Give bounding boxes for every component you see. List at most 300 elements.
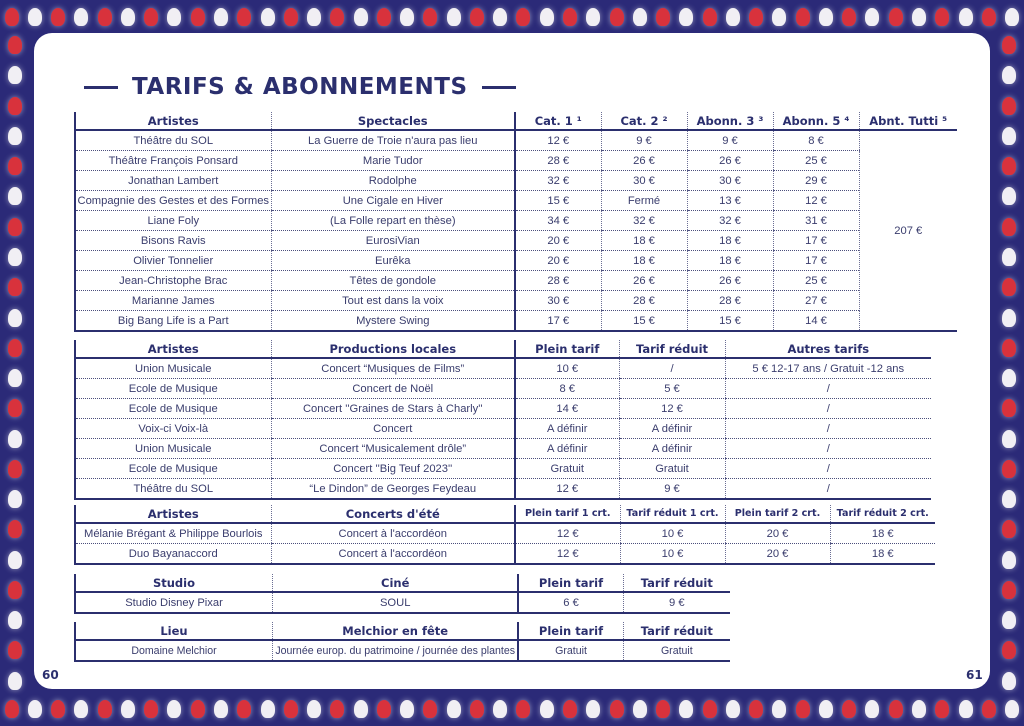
table-row (75, 379, 931, 399)
light-bulb-icon (214, 700, 228, 718)
top-light-garland (0, 2, 1024, 32)
col-header-tarif-reduit: Tarif réduit (619, 340, 725, 358)
table-cell: A définir (619, 439, 725, 459)
light-bulb-icon (540, 8, 554, 26)
light-bulb-icon (8, 248, 22, 266)
light-bulb-icon (1002, 157, 1016, 175)
col-header-reduit-2: Tarif réduit 2 crt. (830, 505, 935, 523)
main-pricing-table (74, 112, 957, 332)
table-cell: Tout est dans la voix (271, 291, 515, 311)
table-cell: A définir (515, 419, 619, 439)
light-bulb-icon (8, 490, 22, 508)
col-header-cat2: Cat. 2 ² (601, 112, 687, 130)
col-header-spectacles: Spectacles (271, 112, 515, 130)
table-cell: 26 € (687, 151, 773, 171)
col-header-artistes: Artistes (75, 340, 271, 358)
light-bulb-icon (8, 520, 22, 538)
table-cell: 5 € 12-17 ans / Gratuit -12 ans (725, 358, 931, 379)
table-cell: Olivier Tonnelier (75, 251, 271, 271)
light-bulb-icon (8, 97, 22, 115)
light-bulb-icon (842, 8, 856, 26)
light-bulb-icon (865, 8, 879, 26)
light-bulb-icon (1002, 460, 1016, 478)
light-bulb-icon (307, 8, 321, 26)
col-header-melchior: Melchior en fête (273, 622, 519, 640)
table-cell: Rodolphe (271, 171, 515, 191)
table-row (75, 479, 931, 500)
col-header-cine: Ciné (273, 574, 519, 592)
table-cell: 28 € (601, 291, 687, 311)
local-productions-table (74, 340, 931, 500)
table-cell: 25 € (773, 271, 859, 291)
light-bulb-icon (237, 700, 251, 718)
light-bulb-icon (982, 8, 996, 26)
table-cell: La Guerre de Troie n'aura pas lieu (271, 130, 515, 151)
table-cell: Théâtre du SOL (75, 479, 271, 500)
table-cell: 20 € (515, 251, 601, 271)
table-cell: 12 € (619, 399, 725, 419)
light-bulb-icon (1002, 36, 1016, 54)
light-bulb-icon (1002, 581, 1016, 599)
light-bulb-icon (1002, 430, 1016, 448)
light-bulb-icon (98, 8, 112, 26)
light-bulb-icon (423, 8, 437, 26)
light-bulb-icon (1002, 369, 1016, 387)
table-cell: Concert “Musicalement drôle” (271, 439, 515, 459)
light-bulb-icon (5, 700, 19, 718)
light-bulb-icon (610, 8, 624, 26)
col-header-reduit-1: Tarif réduit 1 crt. (620, 505, 725, 523)
table-cell: 20 € (725, 544, 830, 565)
light-bulb-icon (8, 36, 22, 54)
light-bulb-icon (1002, 641, 1016, 659)
light-bulb-icon (1002, 248, 1016, 266)
light-bulb-icon (214, 8, 228, 26)
light-bulb-icon (819, 8, 833, 26)
light-bulb-icon (679, 8, 693, 26)
col-header-plein-tarif: Plein tarif (515, 340, 619, 358)
lieu-table (74, 622, 730, 662)
light-bulb-icon (121, 8, 135, 26)
light-bulb-icon (1002, 611, 1016, 629)
light-bulb-icon (586, 700, 600, 718)
col-header-plein-tarif: Plein tarif (518, 622, 623, 640)
table-cell: 6 € (518, 592, 623, 613)
light-bulb-icon (8, 157, 22, 175)
light-bulb-icon (889, 8, 903, 26)
light-bulb-icon (470, 700, 484, 718)
light-bulb-icon (912, 700, 926, 718)
table-cell: Big Bang Life is a Part (75, 311, 271, 332)
table-cell: Têtes de gondole (271, 271, 515, 291)
light-bulb-icon (1002, 520, 1016, 538)
table-row (75, 640, 730, 661)
light-bulb-icon (516, 8, 530, 26)
light-bulb-icon (354, 8, 368, 26)
light-bulb-icon (749, 8, 763, 26)
light-bulb-icon (8, 187, 22, 205)
table-cell: Eurêka (271, 251, 515, 271)
light-bulb-icon (8, 369, 22, 387)
summer-header-row (75, 505, 935, 523)
table-cell: 5 € (619, 379, 725, 399)
light-bulb-icon (703, 700, 717, 718)
table-cell: Concert (271, 419, 515, 439)
studio-table (74, 574, 730, 614)
light-bulb-icon (51, 700, 65, 718)
col-header-cat1: Cat. 1 ¹ (515, 112, 601, 130)
summer-concerts-table (74, 505, 935, 565)
table-cell: 18 € (601, 231, 687, 251)
light-bulb-icon (1002, 278, 1016, 296)
light-bulb-icon (726, 700, 740, 718)
lieu-header-row (75, 622, 730, 640)
table-row (75, 271, 957, 291)
table-cell: 31 € (773, 211, 859, 231)
table-cell: Concert à l'accordéon (271, 544, 515, 565)
light-bulb-icon (307, 700, 321, 718)
light-bulb-icon (819, 700, 833, 718)
table-cell: Une Cigale en Hiver (271, 191, 515, 211)
table-cell: 9 € (623, 592, 730, 613)
table-row (75, 251, 957, 271)
light-bulb-icon (726, 8, 740, 26)
light-bulb-icon (540, 700, 554, 718)
light-bulb-icon (1002, 551, 1016, 569)
table-row (75, 130, 957, 151)
table-cell: 12 € (515, 523, 620, 544)
light-bulb-icon (377, 700, 391, 718)
table-cell: Théâtre du SOL (75, 130, 271, 151)
table-cell: 15 € (687, 311, 773, 332)
table-cell: 32 € (601, 211, 687, 231)
table-cell: Gratuit (518, 640, 623, 661)
light-bulb-icon (5, 8, 19, 26)
table-row (75, 459, 931, 479)
page-number-right: 61 (966, 668, 983, 682)
table-cell: Concert ''Big Teuf 2023'' (271, 459, 515, 479)
table-cell: 12 € (515, 479, 619, 500)
table-row (75, 191, 957, 211)
table-cell: / (725, 479, 931, 500)
light-bulb-icon (8, 581, 22, 599)
light-bulb-icon (423, 700, 437, 718)
table-row (75, 358, 931, 379)
light-bulb-icon (1002, 97, 1016, 115)
table-cell: Jean-Christophe Brac (75, 271, 271, 291)
table-cell: 18 € (830, 523, 935, 544)
tutti-price-cell: 207 € (859, 130, 957, 331)
table-cell: 13 € (687, 191, 773, 211)
light-bulb-icon (493, 700, 507, 718)
col-header-plein-tarif: Plein tarif (518, 574, 623, 592)
table-cell: Studio Disney Pixar (75, 592, 273, 613)
light-bulb-icon (8, 399, 22, 417)
light-bulb-icon (889, 700, 903, 718)
light-bulb-icon (447, 700, 461, 718)
light-bulb-icon (679, 700, 693, 718)
light-bulb-icon (284, 8, 298, 26)
light-bulb-icon (1002, 339, 1016, 357)
table-cell: / (725, 399, 931, 419)
table-cell: 17 € (515, 311, 601, 332)
table-cell: 17 € (773, 231, 859, 251)
table-cell: A définir (619, 419, 725, 439)
light-bulb-icon (167, 700, 181, 718)
table-cell: Concert de Noël (271, 379, 515, 399)
light-bulb-icon (656, 700, 670, 718)
light-bulb-icon (237, 8, 251, 26)
table-cell: Concert ''Graines de Stars à Charly'' (271, 399, 515, 419)
col-header-lieu: Lieu (75, 622, 273, 640)
table-cell: Mystere Swing (271, 311, 515, 332)
table-row (75, 544, 935, 565)
light-bulb-icon (51, 8, 65, 26)
table-cell: 9 € (601, 130, 687, 151)
light-bulb-icon (1005, 8, 1019, 26)
table-cell: 18 € (687, 251, 773, 271)
table-row (75, 151, 957, 171)
table-cell: 28 € (515, 151, 601, 171)
light-bulb-icon (912, 8, 926, 26)
table-cell: 34 € (515, 211, 601, 231)
light-bulb-icon (144, 8, 158, 26)
light-bulb-icon (284, 700, 298, 718)
table-row (75, 523, 935, 544)
table-cell: 26 € (601, 151, 687, 171)
light-bulb-icon (959, 700, 973, 718)
page-number-left: 60 (42, 668, 59, 682)
light-bulb-icon (261, 700, 275, 718)
light-bulb-icon (1002, 309, 1016, 327)
table-cell: 15 € (515, 191, 601, 211)
table-cell: 9 € (619, 479, 725, 500)
light-bulb-icon (74, 8, 88, 26)
bottom-light-garland (0, 694, 1024, 724)
light-bulb-icon (1005, 700, 1019, 718)
light-bulb-icon (8, 309, 22, 327)
light-bulb-icon (959, 8, 973, 26)
table-cell: Mélanie Brégant & Philippe Bourlois (75, 523, 271, 544)
light-bulb-icon (8, 430, 22, 448)
table-cell: Compagnie des Gestes et des Formes (75, 191, 271, 211)
table-cell: Bisons Ravis (75, 231, 271, 251)
table-cell: / (725, 379, 931, 399)
table-cell: 30 € (687, 171, 773, 191)
light-bulb-icon (842, 700, 856, 718)
col-header-abonn5: Abonn. 5 ⁴ (773, 112, 859, 130)
table-cell: 20 € (725, 523, 830, 544)
light-bulb-icon (8, 218, 22, 236)
light-bulb-icon (400, 700, 414, 718)
light-bulb-icon (400, 8, 414, 26)
table-cell: Union Musicale (75, 358, 271, 379)
light-bulb-icon (121, 700, 135, 718)
light-bulb-icon (703, 8, 717, 26)
light-bulb-icon (610, 700, 624, 718)
table-cell: “Le Dindon” de Georges Feydeau (271, 479, 515, 500)
col-header-plein-2: Plein tarif 2 crt. (725, 505, 830, 523)
light-bulb-icon (167, 8, 181, 26)
col-header-tutti: Abnt. Tutti ⁵ (859, 112, 957, 130)
table-row (75, 399, 931, 419)
table-cell: 8 € (515, 379, 619, 399)
light-bulb-icon (656, 8, 670, 26)
light-bulb-icon (633, 700, 647, 718)
table-cell: Ecole de Musique (75, 459, 271, 479)
table-row (75, 592, 730, 613)
table-cell: 27 € (773, 291, 859, 311)
table-cell: Duo Bayanaccord (75, 544, 271, 565)
table-cell: 14 € (515, 399, 619, 419)
light-bulb-icon (982, 700, 996, 718)
col-header-studio: Studio (75, 574, 273, 592)
table-cell: 10 € (620, 523, 725, 544)
table-cell: 18 € (830, 544, 935, 565)
table-row (75, 419, 931, 439)
table-row (75, 211, 957, 231)
table-cell: 18 € (601, 251, 687, 271)
table-cell: 10 € (620, 544, 725, 565)
table-cell: Ecole de Musique (75, 399, 271, 419)
col-header-autres-tarifs: Autres tarifs (725, 340, 931, 358)
light-bulb-icon (330, 700, 344, 718)
light-bulb-icon (493, 8, 507, 26)
table-cell: Union Musicale (75, 439, 271, 459)
table-cell: 26 € (687, 271, 773, 291)
table-cell: 15 € (601, 311, 687, 332)
table-row (75, 291, 957, 311)
col-header-concerts: Concerts d'été (271, 505, 515, 523)
light-bulb-icon (1002, 490, 1016, 508)
title-dash-right (482, 86, 516, 89)
table-cell: Concert “Musiques de Films” (271, 358, 515, 379)
table-cell: (La Folle repart en thèse) (271, 211, 515, 231)
table-cell: 29 € (773, 171, 859, 191)
light-bulb-icon (772, 700, 786, 718)
table-cell: Journée europ. du patrimoine / journée des plantes (273, 640, 519, 661)
light-bulb-icon (935, 8, 949, 26)
local-header-row (75, 340, 931, 358)
table-cell: Ecole de Musique (75, 379, 271, 399)
light-bulb-icon (865, 700, 879, 718)
light-bulb-icon (1002, 399, 1016, 417)
light-bulb-icon (563, 8, 577, 26)
title-dash-left (84, 86, 118, 89)
light-bulb-icon (470, 8, 484, 26)
table-cell: 10 € (515, 358, 619, 379)
light-bulb-icon (8, 278, 22, 296)
table-cell: 30 € (601, 171, 687, 191)
table-cell: 28 € (687, 291, 773, 311)
light-bulb-icon (191, 8, 205, 26)
light-bulb-icon (1002, 187, 1016, 205)
light-bulb-icon (74, 700, 88, 718)
table-cell: Marianne James (75, 291, 271, 311)
light-bulb-icon (516, 700, 530, 718)
table-cell: 30 € (515, 291, 601, 311)
table-cell: / (725, 459, 931, 479)
table-cell: 32 € (515, 171, 601, 191)
light-bulb-icon (447, 8, 461, 26)
left-light-garland (0, 30, 30, 696)
light-bulb-icon (8, 551, 22, 569)
table-cell: Voix-ci Voix-là (75, 419, 271, 439)
table-cell: 32 € (687, 211, 773, 231)
light-bulb-icon (8, 641, 22, 659)
table-cell: / (619, 358, 725, 379)
light-bulb-icon (563, 700, 577, 718)
col-header-plein-1: Plein tarif 1 crt. (515, 505, 620, 523)
table-row (75, 231, 957, 251)
light-bulb-icon (586, 8, 600, 26)
light-bulb-icon (1002, 66, 1016, 84)
light-bulb-icon (8, 127, 22, 145)
table-cell: Gratuit (623, 640, 730, 661)
light-bulb-icon (1002, 672, 1016, 690)
light-bulb-icon (8, 611, 22, 629)
table-cell: Gratuit (619, 459, 725, 479)
light-bulb-icon (28, 8, 42, 26)
light-bulb-icon (28, 700, 42, 718)
table-cell: 20 € (515, 231, 601, 251)
table-cell: 12 € (515, 544, 620, 565)
col-header-tarif-reduit: Tarif réduit (623, 574, 730, 592)
table-cell: EurosiVian (271, 231, 515, 251)
studio-header-row (75, 574, 730, 592)
light-bulb-icon (1002, 127, 1016, 145)
table-cell: Concert à l'accordéon (271, 523, 515, 544)
table-cell: Liane Foly (75, 211, 271, 231)
light-bulb-icon (330, 8, 344, 26)
table-cell: 8 € (773, 130, 859, 151)
light-bulb-icon (8, 672, 22, 690)
title-row (84, 72, 516, 102)
light-bulb-icon (144, 700, 158, 718)
table-cell: 26 € (601, 271, 687, 291)
col-header-productions: Productions locales (271, 340, 515, 358)
table-cell: Gratuit (515, 459, 619, 479)
main-header-row (75, 112, 957, 130)
col-header-abonn3: Abonn. 3 ³ (687, 112, 773, 130)
table-cell: / (725, 419, 931, 439)
light-bulb-icon (98, 700, 112, 718)
table-cell: 25 € (773, 151, 859, 171)
table-cell: 9 € (687, 130, 773, 151)
table-cell: 14 € (773, 311, 859, 332)
light-bulb-icon (191, 700, 205, 718)
table-cell: A définir (515, 439, 619, 459)
table-cell: 12 € (773, 191, 859, 211)
light-bulb-icon (749, 700, 763, 718)
table-row (75, 171, 957, 191)
light-bulb-icon (796, 8, 810, 26)
table-row (75, 311, 957, 332)
col-header-artistes: Artistes (75, 505, 271, 523)
table-cell: Domaine Melchior (75, 640, 273, 661)
light-bulb-icon (772, 8, 786, 26)
table-cell: Jonathan Lambert (75, 171, 271, 191)
table-cell: Théâtre François Ponsard (75, 151, 271, 171)
light-bulb-icon (8, 66, 22, 84)
table-cell: SOUL (273, 592, 519, 613)
table-cell: 17 € (773, 251, 859, 271)
light-bulb-icon (261, 8, 275, 26)
table-cell: Marie Tudor (271, 151, 515, 171)
light-bulb-icon (8, 460, 22, 478)
light-bulb-icon (354, 700, 368, 718)
table-row (75, 439, 931, 459)
